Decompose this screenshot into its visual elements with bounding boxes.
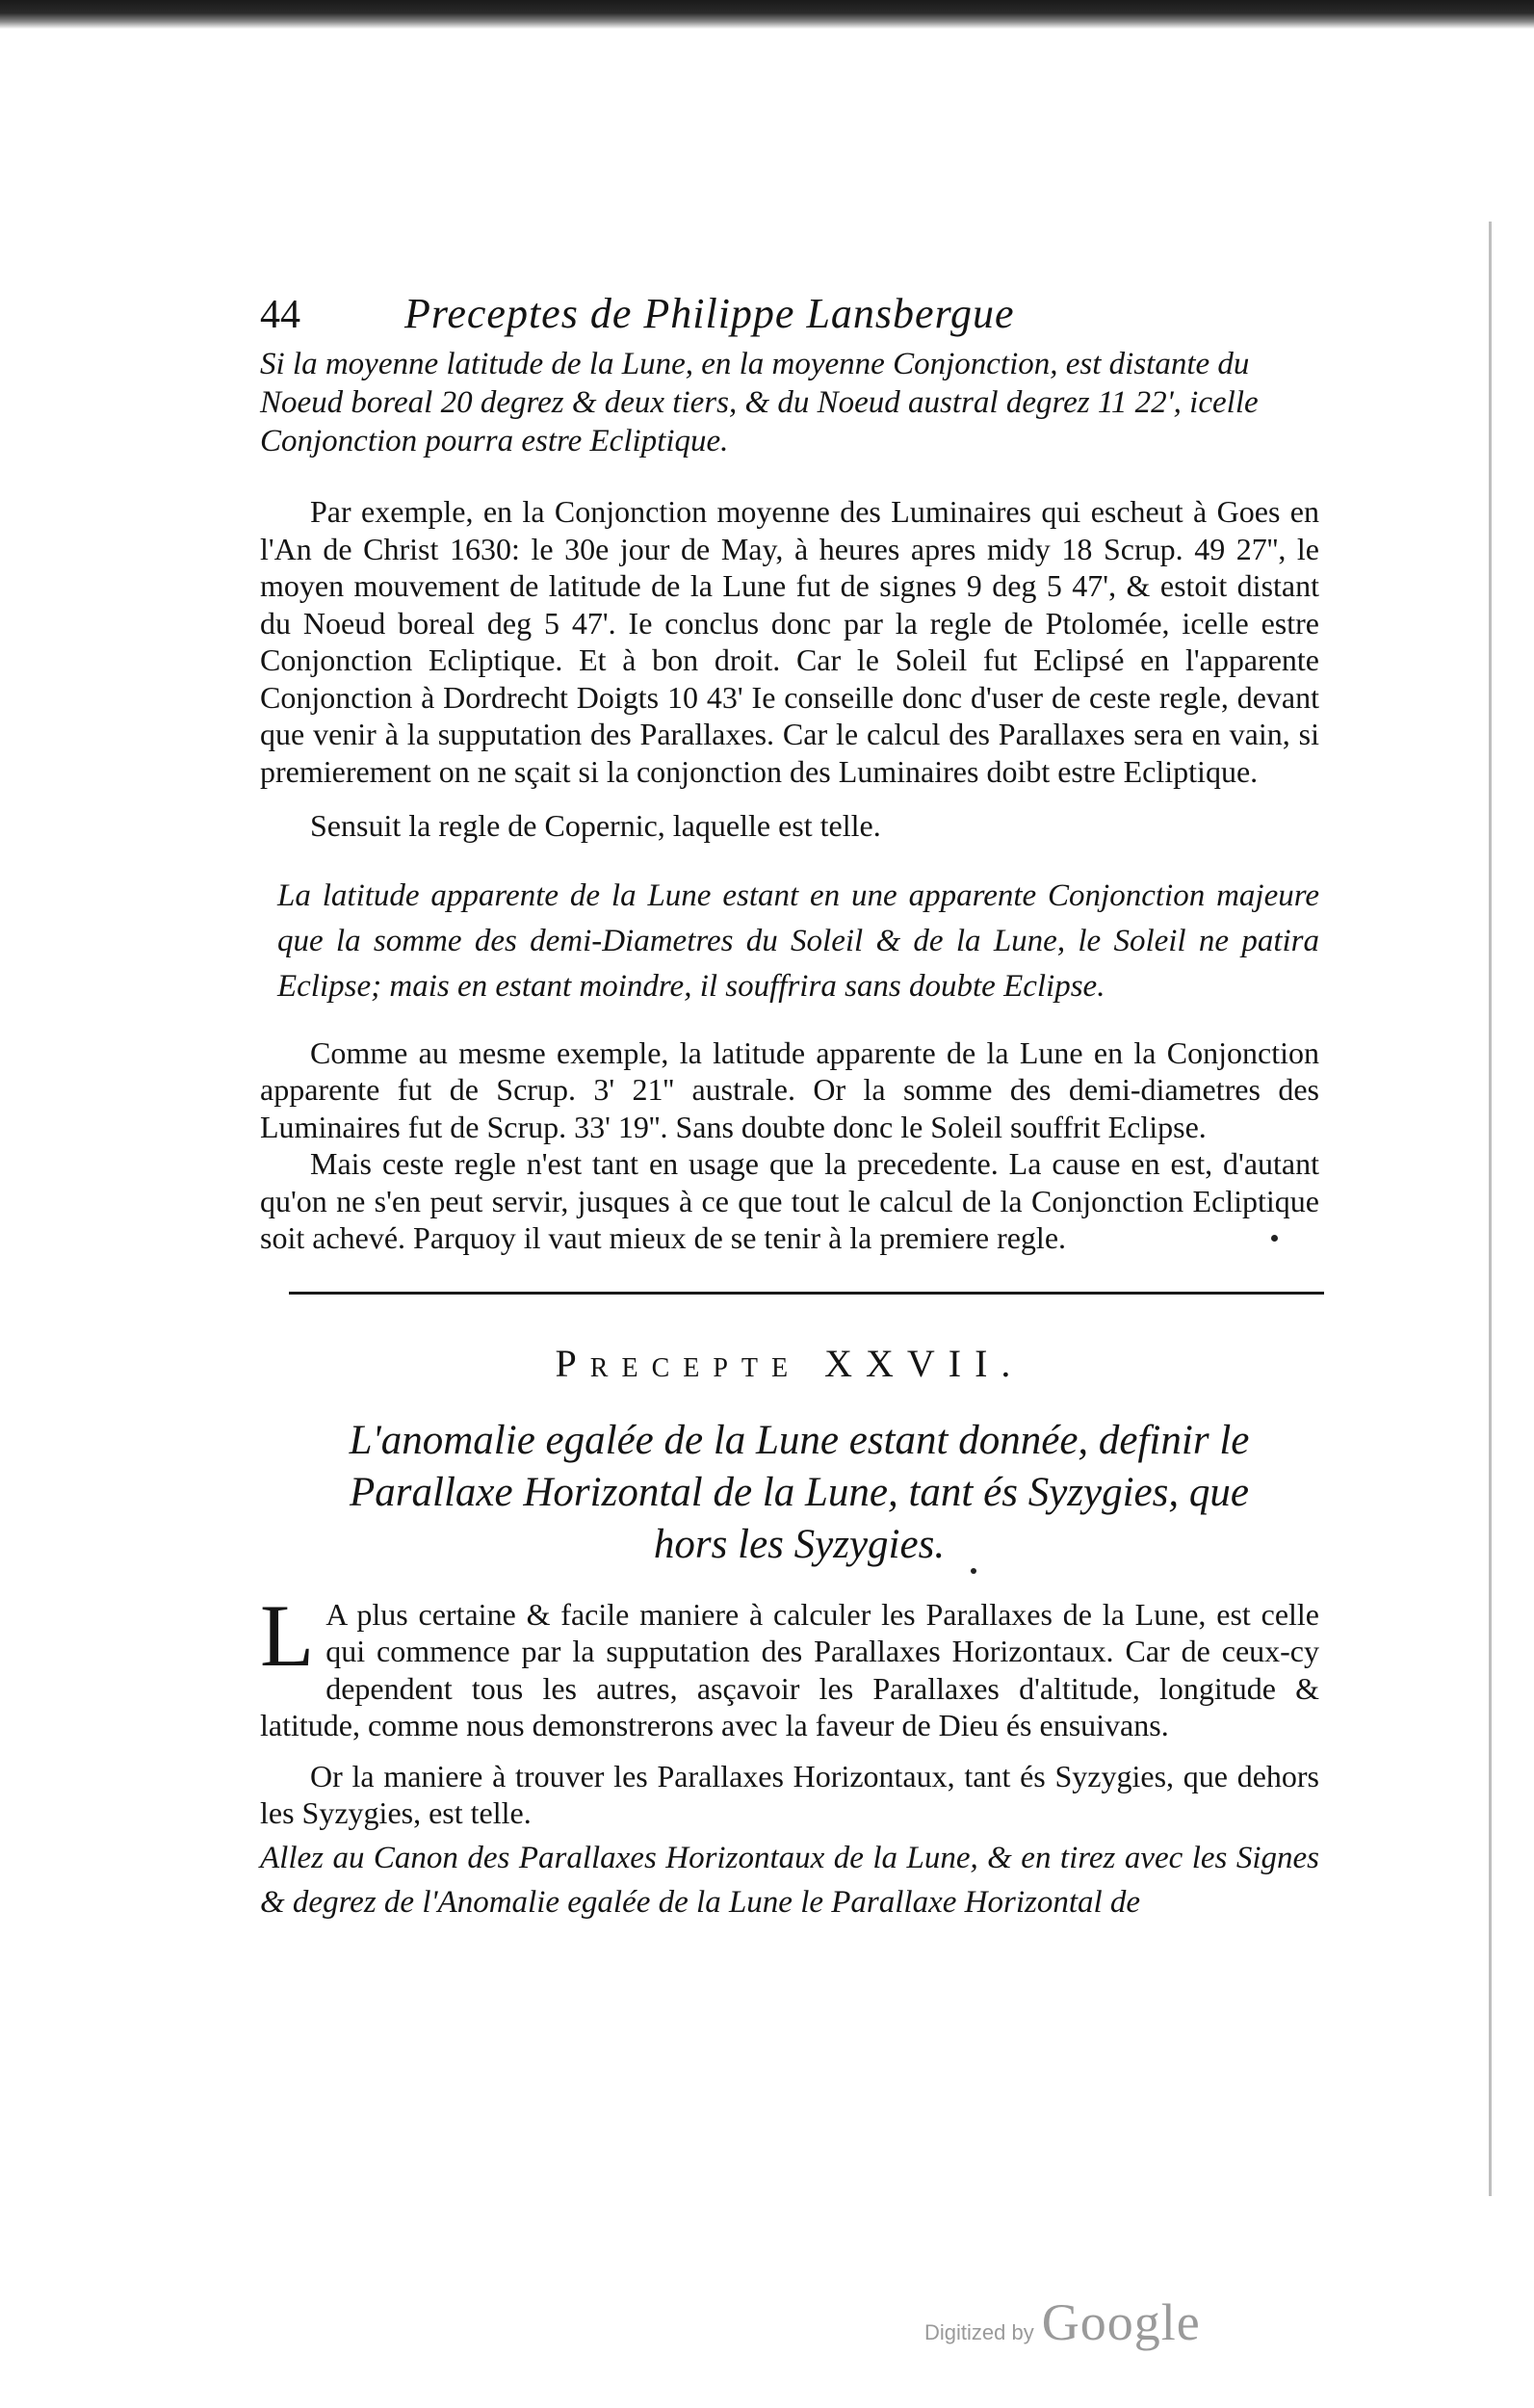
paragraph-or: Or la maniere à trouver les Parallaxes Horizontaux, tant és Syzygies, que dehors les Syzygies, est telle.	[260, 1758, 1319, 1830]
paragraph-la	[260, 1585, 1319, 1744]
page-body	[260, 289, 1319, 1924]
intro-rule: Si la moyenne latitude de la Lune, en la moyenne Conjonction, est distante du Noeud boreal 20 degrez & deux tiers, & du Noeud austral degrez 11 22', icelle Conjonction pourra estre Ecliptique.	[260, 347, 1259, 458]
paragraph-copernic: Sensuit la regle de Copernic, laquelle est telle.	[310, 808, 881, 843]
scan-edge-top	[0, 0, 1534, 29]
paragraph-mais: Mais ceste regle n'est tant en usage que la precedente. La cause en est, d'autant qu'on ne s'en peut servir, jusques à ce que tout le calcul de la Conjonction Ecliptique soit achevé. Parquoy il vaut mieux de se tenir à la premiere regle.	[260, 1146, 1319, 1255]
precept-heading: Precepte XXVII.	[555, 1341, 1025, 1385]
scan-edge-right	[1489, 222, 1492, 2196]
google-watermark	[924, 2292, 1201, 2352]
drop-cap: L	[260, 1585, 315, 1685]
watermark-digitized: Digitized by	[924, 2320, 1034, 2344]
running-head	[260, 289, 1319, 345]
running-title: Preceptes de Philippe Lansbergue	[404, 290, 1015, 337]
google-logo: Google	[1041, 2293, 1201, 2351]
section-divider	[289, 1292, 1324, 1295]
paragraph-comme: Comme au mesme exemple, la latitude apparente de la Lune en la Conjonction apparente fut de Scrup. 3' 21'' australe. Or la somme des demi-diametres des Luminaires fut de Scrup. 33' 19''. Sans doubte donc le Soleil souffrit Eclipse.	[260, 1034, 1319, 1144]
page-number: 44	[260, 293, 300, 337]
paragraph-example: Par exemple, en la Conjonction moyenne des Luminaires qui escheut à Goes en l'An de Christ 1630: le 30e jour de May, à heures apres midy 18 Scrup. 49 27'', le moyen mouvement de latitude de la Lune fut de signes 9 deg 5 47', & estoit distant du Noeud boreal deg 5 47'. Ie conclus donc par la regle de Ptolomée, icelle estre Conjonction Ecliptique. Et à bon droit. Car le Soleil fut Eclipsé en l'apparente Conjonction à Dordrecht Doigts 10 43' Ie conseille donc d'user de ceste regle, devant que venir à la supputation des Parallaxes. Car le calcul des Parallaxes sera en vain, si premierement on ne sçait si la conjonction des Luminaires doibt estre Ecliptique.	[260, 494, 1319, 789]
paragraph-la-text: A plus certaine & facile maniere à calculer les Parallaxes de la Lune, est celle qui commence par la supputation des Parallaxes Horizontaux. Car de ceux-cy dependent tous les autres, asçavoir les Parallaxes d'altitude, longitude & latitude, comme nous demonstrerons avec la faveur de Dieu és ensuivans.	[260, 1596, 1319, 1742]
precept-title: L'anomalie egalée de la Lune estant donnée, definir le Parallaxe Horizontal de la Lune, tant és Syzygies, que hors les Syzygies.	[349, 1417, 1250, 1567]
final-rule: Allez au Canon des Parallaxes Horizontaux de la Lune, & en tirez avec les Signes & degrez de l'Anomalie egalée de la Lune le Parallaxe Horizontal de	[260, 1840, 1319, 1920]
copernic-rule: La latitude apparente de la Lune estant en une apparente Conjonction majeure que la somme des demi-Diametres du Soleil & de la Lune, le Soleil ne patira Eclipse; mais en estant moindre, il souffrira sans doubte Eclipse.	[277, 877, 1319, 1004]
